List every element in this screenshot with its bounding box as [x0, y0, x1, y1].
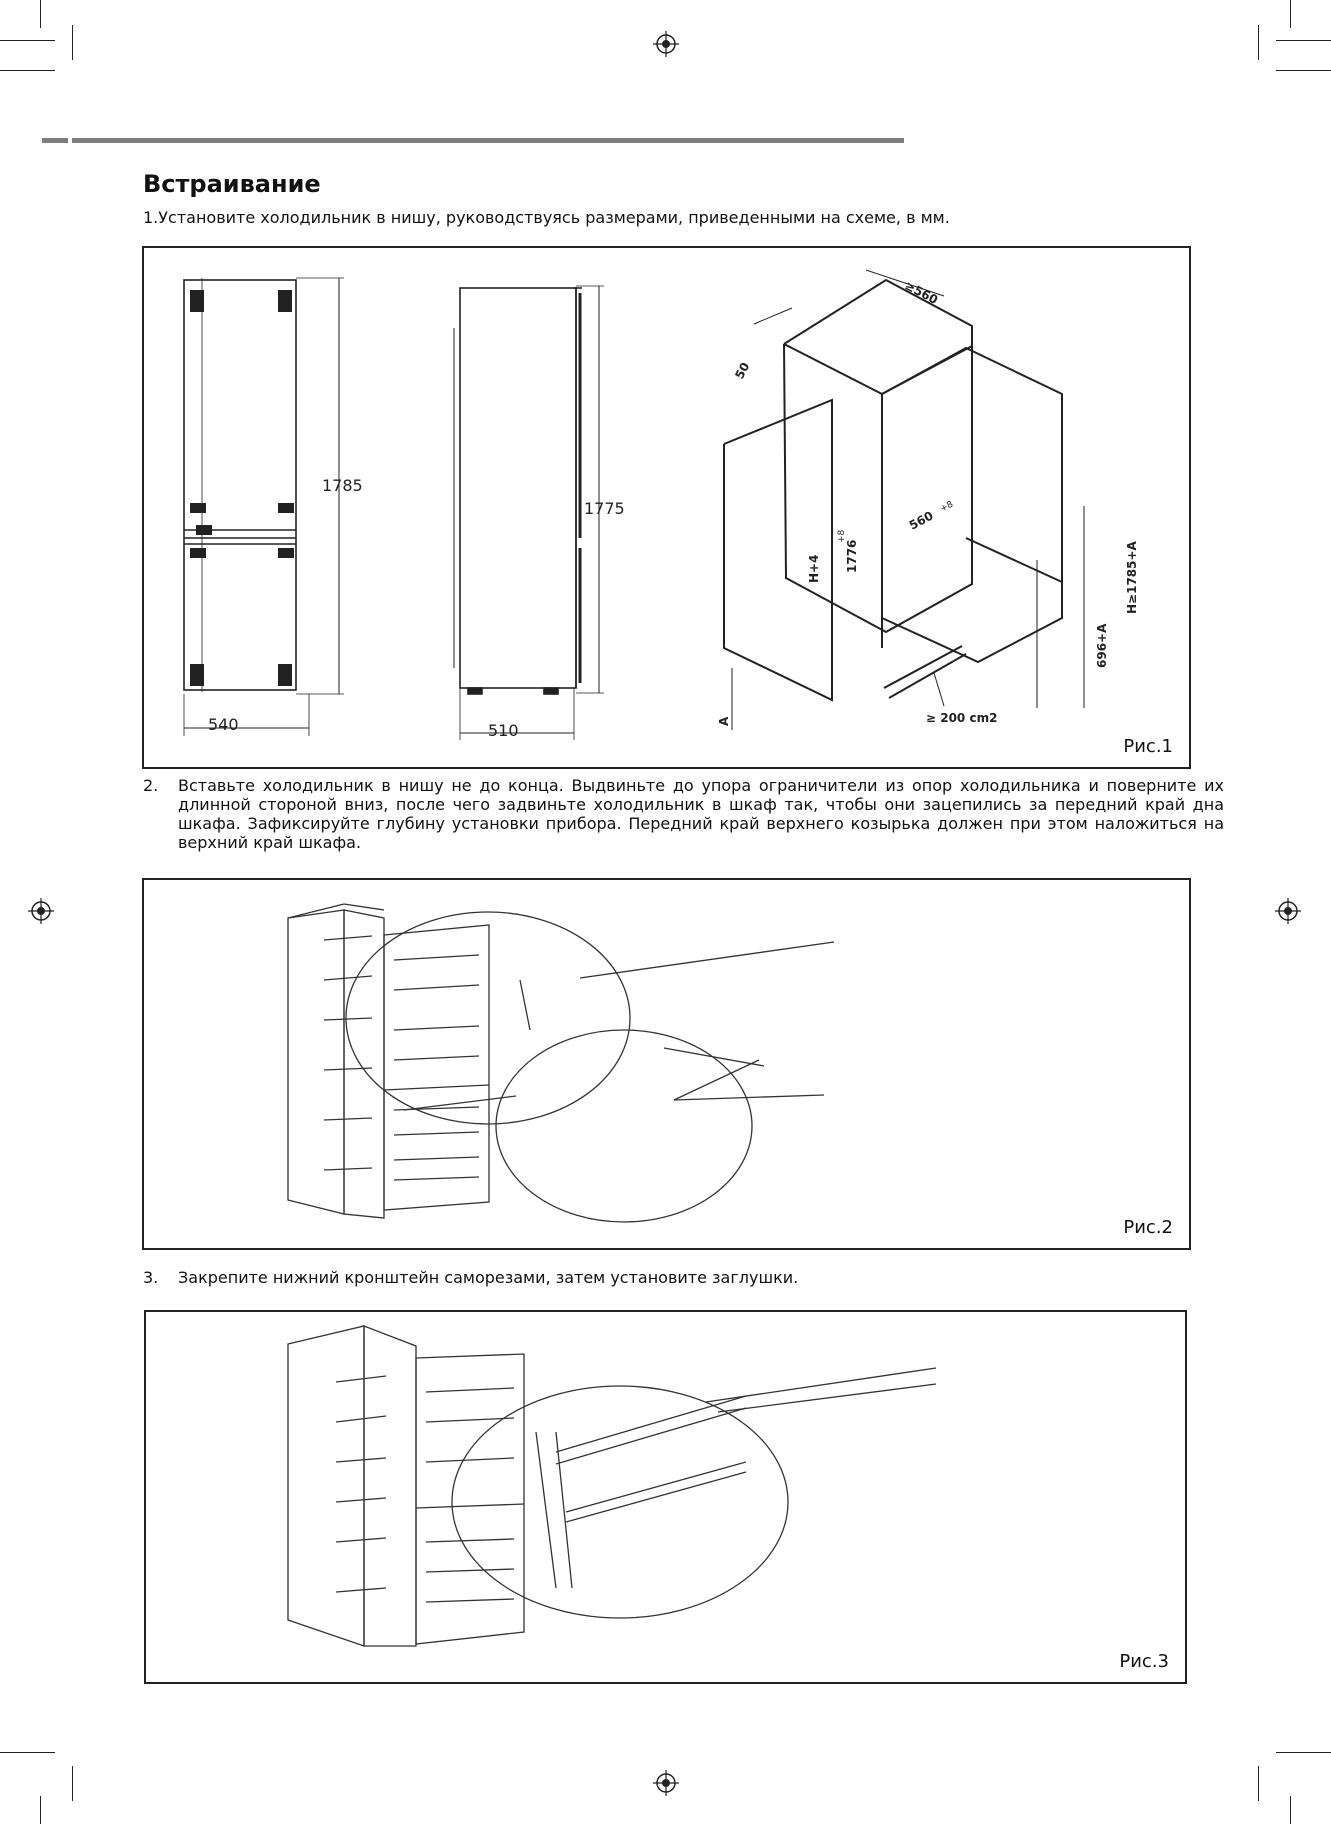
crop-mark	[1258, 1766, 1259, 1801]
crop-mark	[1290, 0, 1291, 28]
dim-niche-inner-tol: +8	[938, 499, 956, 515]
step-3-number: 3.	[143, 1268, 159, 1287]
step-3-text: Закрепите нижний кронштейн саморезами, затем установите заглушки.	[178, 1268, 799, 1287]
crop-mark	[1276, 40, 1331, 41]
bracket-install-drawing	[146, 1312, 1189, 1686]
dim-a: A	[717, 716, 731, 726]
step-2-text: Вставьте холодильник в нишу не до конца. Выдвиньте до упора ограничители из опор холодильника и поверните их длинной стороной вниз, после чего задвиньте холодильник в шкаф так, чтобы они зацепились за передний край дна шкафа. Зафиксируйте глубину установки прибора. Передний край верхнего козырька должен при этом наложиться на верхний край шкафа.	[178, 776, 1224, 852]
crop-mark	[0, 40, 55, 41]
crop-mark	[1290, 1796, 1291, 1824]
crop-mark	[72, 1766, 73, 1801]
header-rule-short	[42, 138, 68, 143]
crop-mark	[40, 0, 41, 28]
crop-mark	[1276, 70, 1331, 71]
crop-mark	[0, 70, 55, 71]
crop-mark	[1276, 1752, 1331, 1753]
figure-1	[142, 246, 1191, 769]
figure-3	[144, 1310, 1187, 1684]
figure-2-caption: Рис.2	[1123, 1217, 1173, 1238]
crop-mark	[72, 25, 73, 60]
dim-696: 696+A	[1095, 623, 1109, 668]
registration-mark-icon	[653, 31, 679, 57]
crop-mark	[0, 1752, 55, 1753]
dim-1776: 1776	[845, 539, 859, 573]
crop-mark	[1258, 25, 1259, 60]
dim-height-front: 1785	[322, 476, 363, 495]
dim-width-front: 540	[208, 715, 239, 734]
dim-niche-width: ≥560	[902, 278, 941, 308]
intro-text: 1.Установите холодильник в нишу, руководствуясь размерами, приведенными на схеме, в мм.	[143, 208, 950, 227]
fridge-open-drawing	[144, 880, 1193, 1252]
dim-height-side: 1775	[584, 499, 625, 518]
front-view-drawing	[144, 248, 1193, 771]
crop-mark	[40, 1796, 41, 1824]
dim-top-offset: 50	[732, 360, 753, 382]
figure-3-caption: Рис.3	[1119, 1651, 1169, 1672]
figure-1-caption: Рис.1	[1123, 736, 1173, 757]
registration-mark-icon	[1275, 898, 1301, 924]
registration-mark-icon	[28, 898, 54, 924]
vent-area: ≥ 200 cm2	[926, 711, 998, 725]
registration-mark-icon	[653, 1770, 679, 1796]
dim-h-plus-4: H+4	[807, 554, 821, 583]
dim-1776-tol: +8	[837, 529, 847, 543]
step-2-number: 2.	[143, 776, 159, 795]
dim-depth-side: 510	[488, 721, 519, 740]
dim-niche-inner: 560	[906, 508, 936, 533]
header-rule	[72, 138, 904, 143]
dim-h-total: H≥1785+A	[1125, 541, 1139, 614]
figure-2	[142, 878, 1191, 1250]
page-title: Встраивание	[143, 170, 321, 198]
